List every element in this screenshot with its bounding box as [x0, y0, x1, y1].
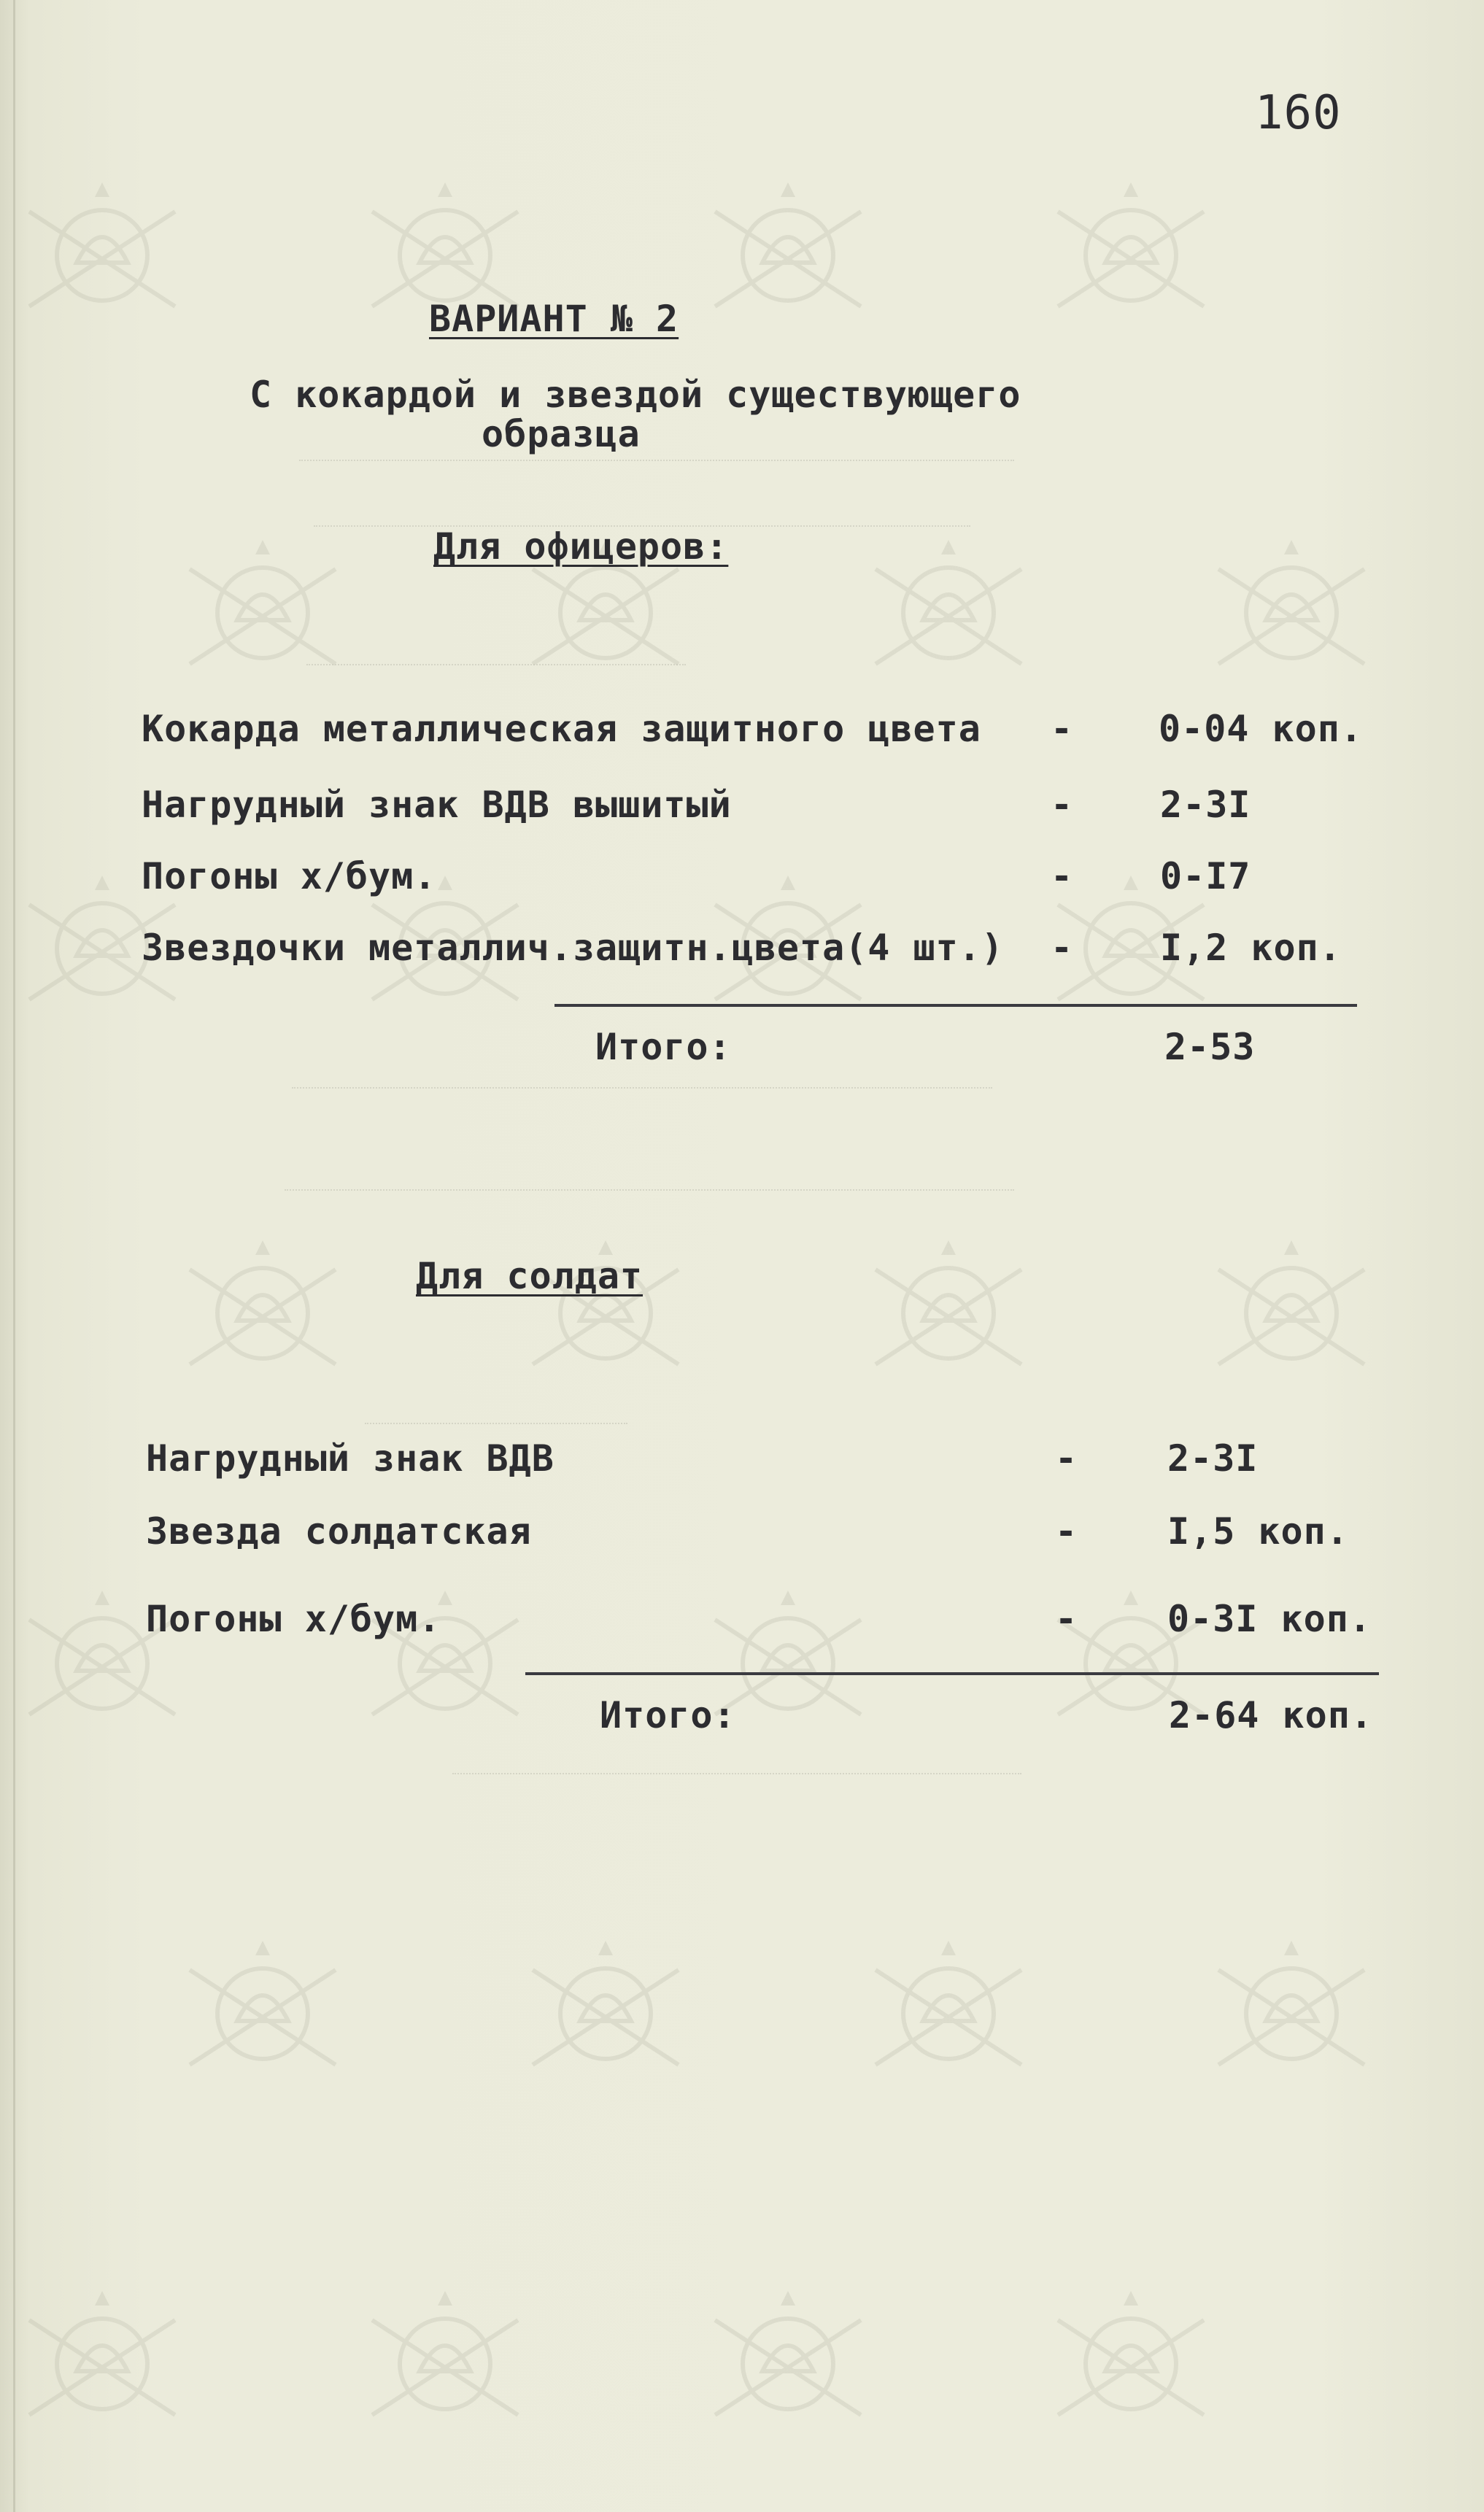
subtitle-line-1: С кокардой и звездой существующего	[250, 374, 1021, 416]
item-name: Погоны х/бум.	[146, 1598, 441, 1640]
watermark-emblem-icon	[1043, 2291, 1218, 2437]
item-name: Кокарда металлическая защитного цвета	[142, 708, 981, 750]
watermark-emblem-icon	[700, 182, 876, 328]
officers-total-label: Итого:	[595, 1026, 732, 1068]
bleed-through-line	[285, 1167, 1014, 1191]
watermark-emblem-icon	[1204, 1240, 1379, 1386]
bleed-through-line	[299, 438, 1014, 461]
bleed-through-line	[452, 1751, 1021, 1774]
soldiers-section-title: Для солдат	[416, 1255, 644, 1297]
bleed-through-line	[306, 642, 686, 665]
item-price: 2-3I	[1167, 1437, 1259, 1480]
bleed-through-line	[314, 503, 970, 527]
item-price: I,5 коп.	[1167, 1510, 1349, 1553]
watermark-emblem-icon	[518, 1941, 693, 2087]
bleed-through-line	[365, 1401, 627, 1424]
item-name: Нагрудный знак ВДВ	[146, 1437, 554, 1480]
watermark-emblem-icon	[861, 1941, 1036, 2087]
item-dash: -	[1051, 927, 1074, 969]
item-price: 0-I7	[1160, 855, 1251, 897]
item-price: 2-3I	[1160, 784, 1251, 826]
bleed-through-line	[292, 1065, 992, 1089]
soldiers-total-label: Итого:	[600, 1694, 736, 1736]
watermark-emblem-icon	[175, 1240, 350, 1386]
watermark-emblem-icon	[15, 2291, 190, 2437]
item-dash: -	[1055, 1510, 1078, 1553]
watermark-emblem-icon	[1043, 182, 1218, 328]
item-name: Нагрудный знак ВДВ вышитый	[142, 784, 732, 826]
soldiers-total-value: 2-64 коп.	[1169, 1694, 1373, 1736]
item-dash: -	[1051, 708, 1074, 750]
page-number: 160	[1255, 86, 1342, 140]
watermark-emblem-icon	[15, 182, 190, 328]
watermark-emblem-icon	[700, 2291, 876, 2437]
total-rule	[554, 1004, 1357, 1007]
item-dash: -	[1055, 1437, 1078, 1480]
watermark-emblem-icon	[358, 2291, 533, 2437]
item-name: Звезда солдатская	[146, 1510, 532, 1553]
watermark-emblem-icon	[1204, 1941, 1379, 2087]
total-rule	[525, 1672, 1379, 1675]
subtitle-line-2: образца	[482, 413, 641, 455]
watermark-emblem-icon	[861, 540, 1036, 686]
officers-section-title: Для офицеров:	[433, 525, 729, 568]
officers-total-value: 2-53	[1164, 1026, 1256, 1068]
document-heading: ВАРИАНТ № 2	[429, 298, 679, 340]
item-price: 0-3I коп.	[1167, 1598, 1372, 1640]
watermark-emblem-icon	[1204, 540, 1379, 686]
item-price: 0-04 коп.	[1159, 708, 1363, 750]
item-name: Звездочки металлич.защитн.цвета(4 шт.)	[142, 927, 1004, 969]
watermark-emblem-icon	[861, 1240, 1036, 1386]
page-edge	[13, 0, 15, 2512]
item-dash: -	[1055, 1598, 1078, 1640]
item-dash: -	[1051, 855, 1074, 897]
watermark-emblem-icon	[175, 1941, 350, 2087]
item-name: Погоны х/бум.	[142, 855, 437, 897]
item-dash: -	[1051, 784, 1074, 826]
item-price: I,2 коп.	[1160, 927, 1342, 969]
